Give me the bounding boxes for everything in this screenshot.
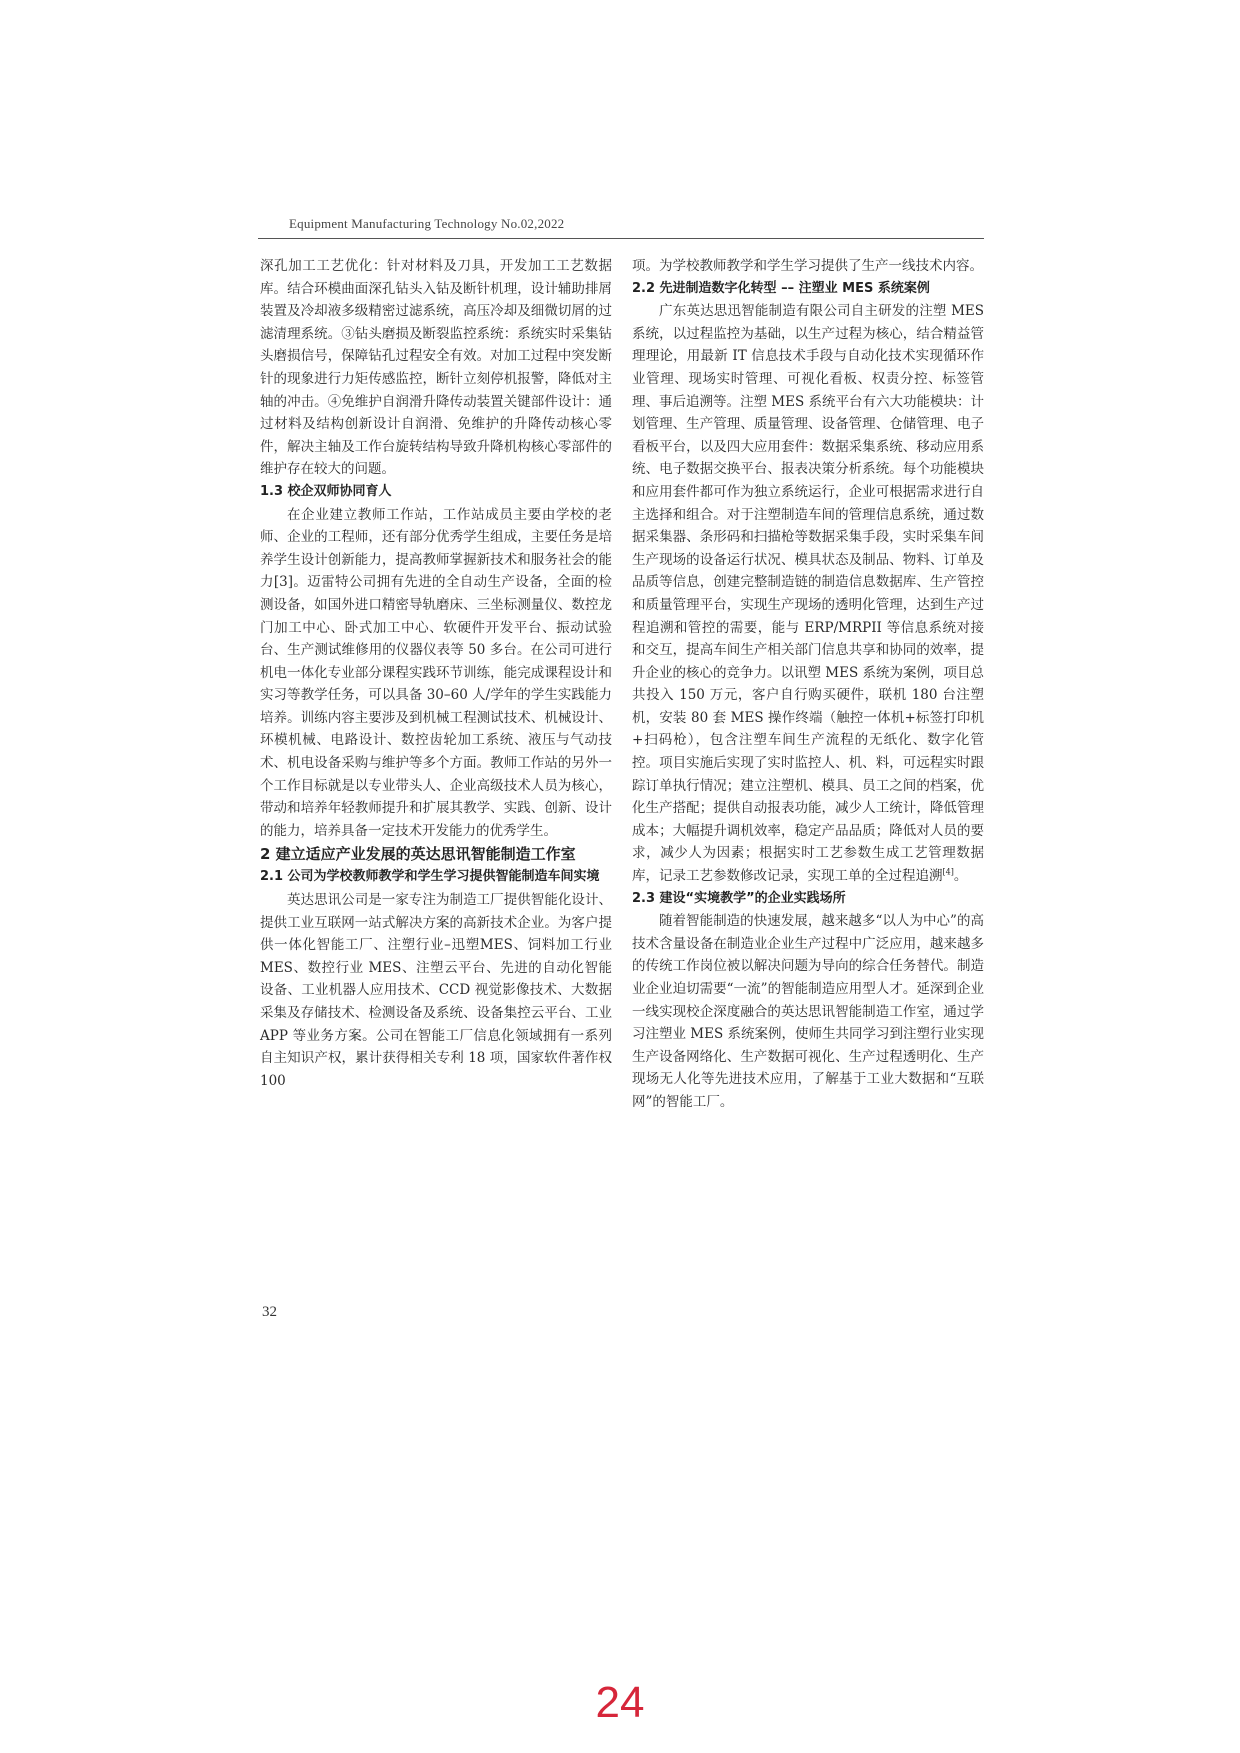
left-paragraph-1: 深孔加工工艺优化：针对材料及刀具，开发加工工艺数据库。结合环模曲面深孔钻头入钻及断针机理，设计辅助排屑装置及冷却液多级精密过滤系统，高压冷却及细微切屑的过滤清理系统。③钻头磨损及断裂监控系统：系统实时采集钻头磨损信号，保障钻孔过程安全有效。对加工过程中突发断针的现象进行力矩传感监控，断针立刻停机报警，降低对主轴的冲击。④免维护自润滑升降传动装置关键部件设计：通过材料及结构创新设计自润滑、免维护的升降传动核心零件，解决主轴及工作台旋转结构导致升降机构核心零部件的维护存在较大的问题。 bbox=[260, 258, 612, 478]
section-heading-2-1: 2.1 公司为学校教师教学和学生学习提供智能制造车间实境 bbox=[260, 869, 600, 885]
section-heading-2: 2 建立适应产业发展的英达思讯智能制造工作室 bbox=[260, 845, 576, 864]
pdf-page-number: 24 bbox=[595, 1678, 645, 1727]
right-paragraph-3: 随着智能制造的快速发展，越来越多“以人为中心”的高技术含量设备在制造业企业生产过程中广泛应用，越来越多的传统工作岗位被以解决问题为导向的综合任务替代。制造业企业迫切需要“一流”的智能制造应用型人才。延深到企业一线实现校企深度融合的英达思讯智能制造工作室，通过学习注塑业 MES 系统案例，使师生共同学习到注塑行业实现生产设备网络化、生产数据可视化、生产过程透明化、生产现场无人化等先进技术应用，了解基于工业大数据和“互联网”的智能工厂。 bbox=[632, 913, 985, 1110]
right-paragraph-2 bbox=[632, 300, 984, 887]
section-heading-2-2: 2.2 先进制造数字化转型 –– 注塑业 MES 系统案例 bbox=[632, 280, 930, 296]
running-header: Equipment Manufacturing Technology No.02,2022 bbox=[289, 216, 565, 231]
section-heading-2-3: 2.3 建设“实境教学”的企业实践场所 bbox=[632, 890, 846, 906]
right-paragraph-2-end: 。 bbox=[953, 868, 968, 885]
header-rule bbox=[258, 238, 984, 239]
left-column bbox=[260, 255, 612, 1092]
citation-ref: [4] bbox=[942, 867, 954, 877]
right-paragraph-2-text: 广东英达思迅智能制造有限公司自主研发的注塑 MES 系统，以过程监控为基础，以生产过程为核心，结合精益管理理论，用最新 IT 信息技术手段与自动化技术实现循环作业管理、现场实时管理、可视化看板、权责分控、标签管理、事后追溯等。注塑 MES 系统平台有六大功能模块：计划管理、生产管理、质量管理、设备管理、仓储管理、电子看板平台，以及四大应用套件：数据采集系统、移动应用系统、电子数据交换平台、报表决策分析系统。每个功能模块和应用套件都可作为独立系统运行，企业可根据需求进行自主选择和组合。对于注塑制造车间的管理信息系统，通过数据采集器、条形码和扫描枪等数据采集手段，实时采集车间生产现场的设备运行状况、模具状态及制品、物料、订单及品质等信息，创建完整制造链的制造信息数据库、生产管控和质量管理平台，实现生产现场的透明化管理，达到生产过程追溯和管控的需要，能与 ERP/MRPII 等信息系统对接和交互，提高车间生产相关部门信息共享和协同的效率，提升企业的核心的竞争力。以讯塑 MES 系统为案例，项目总共投入 150 万元，客户自行购买硬件，联机 180 台注塑机，安装 80 套 MES 操作终端（触控一体机+标签打印机+扫码枪），包含注塑车间生产流程的无纸化、数字化管控。项目实施后实现了实时监控人、机、料，可远程实时跟踪订单执行情况；建立注塑机、模具、员工之间的档案，优化生产搭配；提供自动报表功能，减少人工统计，降低管理成本；大幅提升调机效率，稳定产品品质；降低对人员的要求，减少人为因素；根据实时工艺参数生成工艺管理数据库，记录工艺参数修改记录，实现工单的全过程追溯 bbox=[632, 303, 985, 885]
section-heading-1-3: 1.3 校企双师协同育人 bbox=[260, 483, 392, 499]
right-column bbox=[632, 255, 984, 1114]
right-paragraph-1: 项。为学校教师教学和学生学习提供了生产一线技术内容。 bbox=[632, 258, 983, 274]
left-paragraph-3: 英达思讯公司是一家专注为制造工厂提供智能化设计、提供工业互联网一站式解决方案的高新技术企业。为客户提供一体化智能工厂、注塑行业–迅塑MES、饲料加工行业 MES、数控行业 MES、注塑云平台、先进的自动化智能设备、工业机器人应用技术、CCD 视觉影像技术、大数据采集及存储技术、检测设备及系统、设备集控云平台、工业 APP 等业务方案。公司在智能工厂信息化领域拥有一系列自主知识产权，累计获得相关专利 18 项，国家软件著作权 100 bbox=[260, 892, 612, 1089]
left-paragraph-2: 在企业建立教师工作站，工作站成员主要由学校的老师、企业的工程师，还有部分优秀学生组成，主要任务是培养学生设计创新能力，提高教师掌握新技术和服务社会的能力[3]。迈雷特公司拥有先进的全自动生产设备，全面的检测设备，如国外进口精密导轨磨床、三坐标测量仪、数控龙门加工中心、卧式加工中心、软硬件开发平台、振动试验台、生产测试维修用的仪器仪表等 50 多台。在公司可进行机电一体化专业部分课程实践环节训练，能完成课程设计和实习等教学任务，可以具备 30–60 人/学年的学生实践能力培养。训练内容主要涉及到机械工程测试技术、机械设计、环模机械、电路设计、数控齿轮加工系统、液压与气动技术、机电设备采购与维护等多个方面。教师工作站的另外一个工作目标就是以专业带头人、企业高级技术人员为核心，带动和培养年轻教师提升和扩展其教学、实践、创新、设计的能力，培养具备一定技术开发能力的优秀学生。 bbox=[260, 506, 612, 839]
page-number: 32 bbox=[262, 1304, 277, 1320]
